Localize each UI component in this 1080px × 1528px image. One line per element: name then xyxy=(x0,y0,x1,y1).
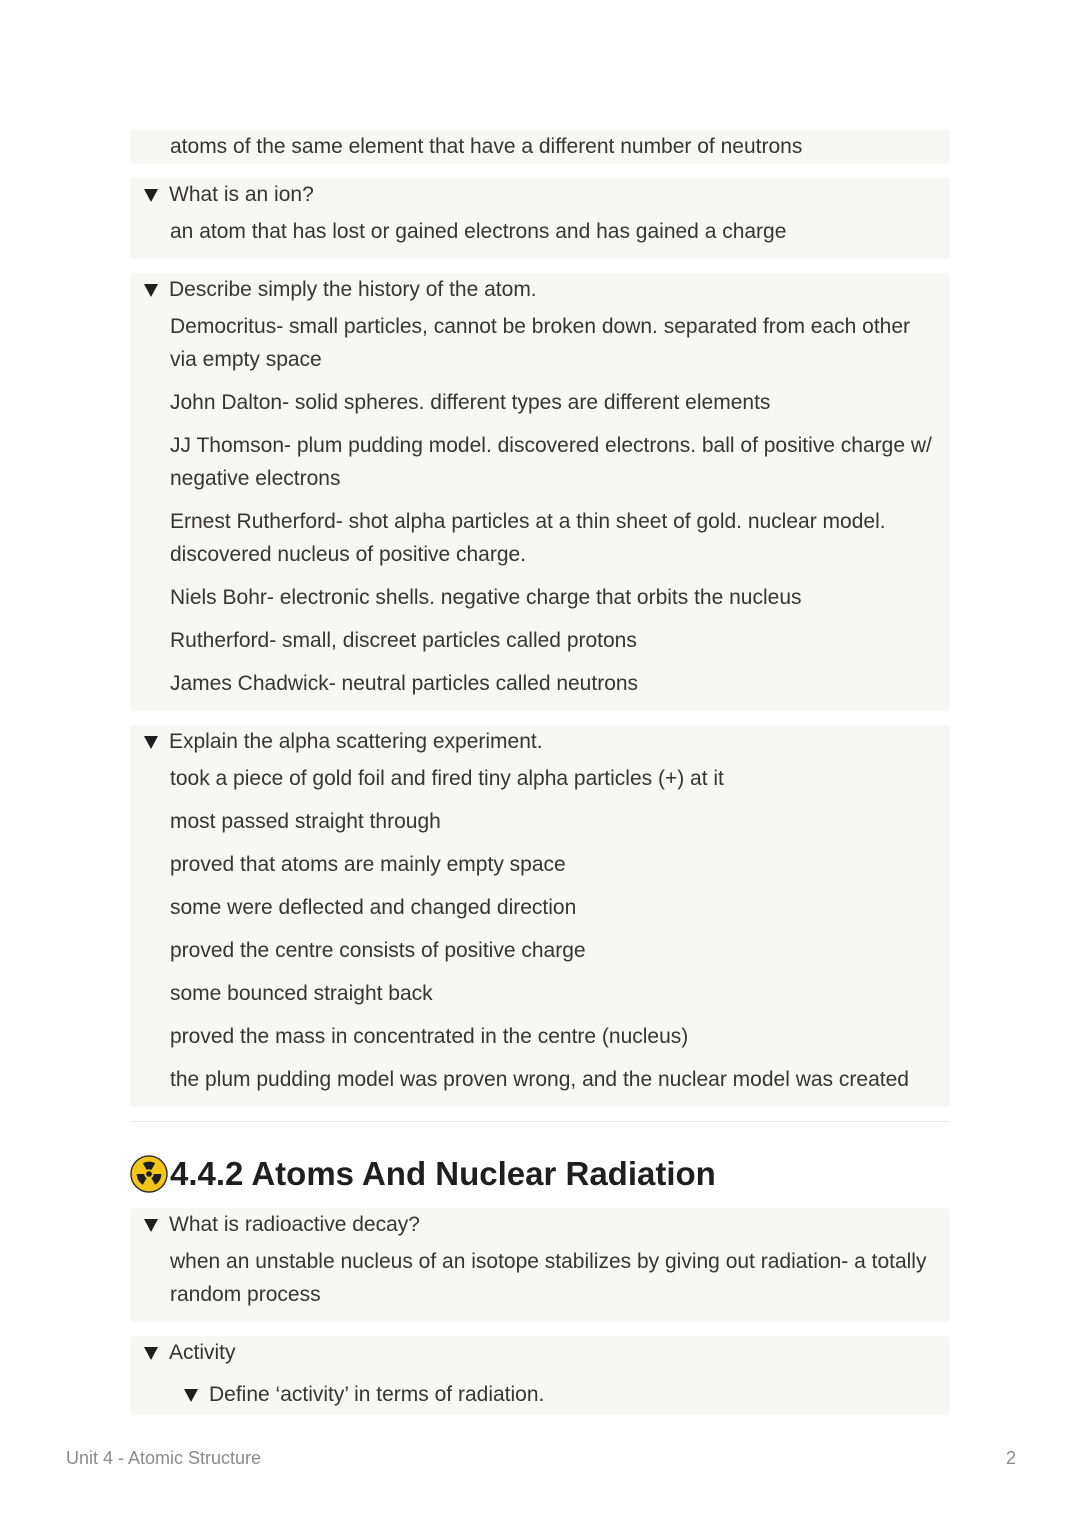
toggle-block-alpha xyxy=(130,725,950,1107)
triangle-down-icon[interactable] xyxy=(144,189,158,202)
triangle-down-icon[interactable] xyxy=(144,736,158,749)
answer-text: some bounced straight back xyxy=(170,982,433,1005)
answer-text: atoms of the same element that have a different number of neutrons xyxy=(170,135,803,158)
toggle-block-decay xyxy=(130,1208,950,1322)
answer-text: proved that atoms are mainly empty space xyxy=(170,853,566,876)
toggle-block-history xyxy=(130,273,950,711)
toggle-block-ion xyxy=(130,178,950,259)
answer-text: JJ Thomson- plum pudding model. discovered electrons. ball of positive charge w/ negative electrons xyxy=(170,434,932,490)
section-title: 4.4.2 Atoms And Nuclear Radiation xyxy=(170,1155,716,1192)
answer-text: the plum pudding model was proven wrong, and the nuclear model was created xyxy=(170,1068,909,1091)
answer-text: James Chadwick- neutral particles called neutrons xyxy=(170,672,639,695)
toggle-alpha[interactable] xyxy=(130,727,950,757)
toggle-question: Explain the alpha scattering experiment. xyxy=(169,730,543,753)
answer-text: proved the mass in concentrated in the centre (nucleus) xyxy=(170,1025,689,1048)
answer-text: Ernest Rutherford- shot alpha particles at a thin sheet of gold. nuclear model. discovered nucleus of positive charge. xyxy=(170,510,886,566)
answer-text: most passed straight through xyxy=(170,810,441,833)
answer-text: took a piece of gold foil and fired tiny alpha particles (+) at it xyxy=(170,767,724,790)
triangle-down-icon[interactable] xyxy=(184,1389,198,1402)
toggle-block-activity xyxy=(130,1336,950,1415)
divider xyxy=(130,1121,950,1122)
footer-title: Unit 4 - Atomic Structure xyxy=(66,1448,262,1468)
answer-text: when an unstable nucleus of an isotope stabilizes by giving out radiation- a totally random process xyxy=(170,1250,927,1306)
answer-text: an atom that has lost or gained electrons and has gained a charge xyxy=(170,220,787,243)
toggle-history[interactable] xyxy=(130,275,950,305)
toggle-block-isotope xyxy=(130,130,950,164)
triangle-down-icon[interactable] xyxy=(144,1219,158,1232)
triangle-down-icon[interactable] xyxy=(144,1347,158,1360)
toggle-ion[interactable] xyxy=(130,180,950,210)
answer-text: proved the centre consists of positive charge xyxy=(170,939,586,962)
answer-text: some were deflected and changed direction xyxy=(170,896,577,919)
answer-text: Rutherford- small, discreet particles called protons xyxy=(170,629,637,652)
toggle-question: What is radioactive decay? xyxy=(169,1213,420,1236)
nested-toggle-container xyxy=(130,1380,950,1410)
toggle-question: Define ‘activity’ in terms of radiation. xyxy=(209,1383,545,1406)
answer-text: Niels Bohr- electronic shells. negative charge that orbits the nucleus xyxy=(170,586,802,609)
toggle-activity[interactable] xyxy=(130,1338,950,1368)
toggle-activity-define[interactable] xyxy=(170,1380,950,1410)
answer-text: John Dalton- solid spheres. different types are different elements xyxy=(170,391,771,414)
toggle-question: Describe simply the history of the atom. xyxy=(169,278,537,301)
toggle-question: Activity xyxy=(169,1341,236,1364)
page-number: 2 xyxy=(1005,1448,1016,1468)
triangle-down-icon[interactable] xyxy=(144,284,158,297)
section-heading xyxy=(130,1154,950,1194)
radioactive-icon xyxy=(130,1155,168,1193)
toggle-decay[interactable] xyxy=(130,1210,950,1240)
page-content xyxy=(130,130,950,1429)
toggle-question: What is an ion? xyxy=(169,183,314,206)
answer-text: Democritus- small particles, cannot be broken down. separated from each other via empty space xyxy=(170,315,911,371)
